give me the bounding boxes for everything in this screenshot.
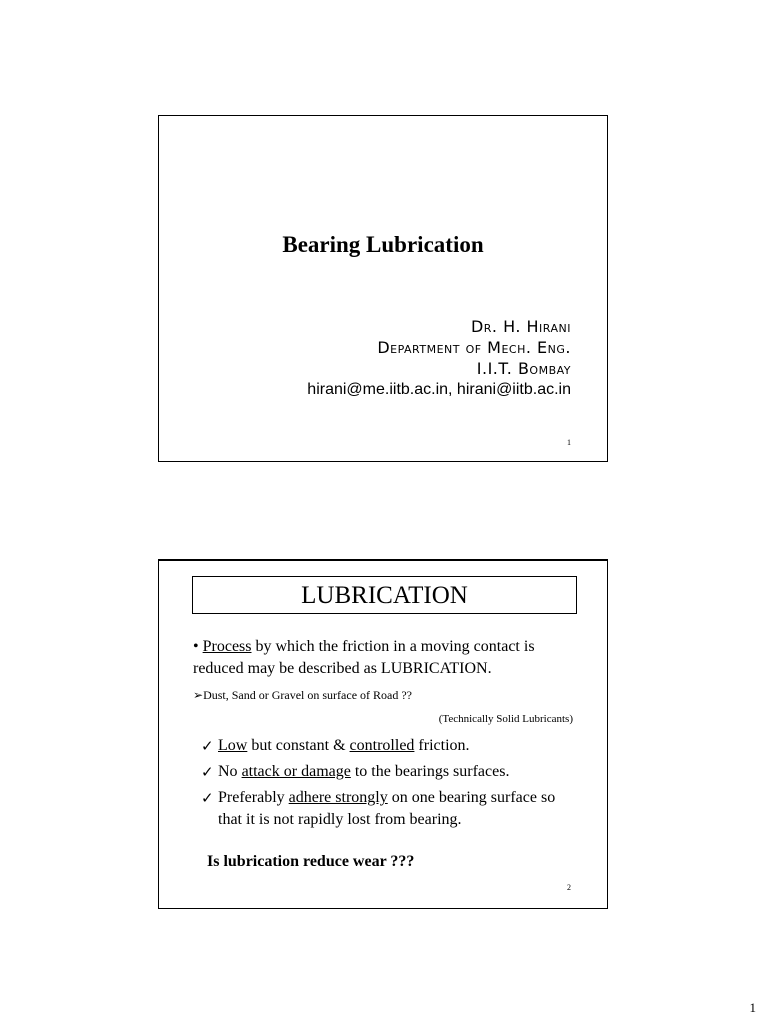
paragraph-text: by which the friction in a moving contact is reduced may be described as LUBRICATION. — [193, 638, 535, 677]
slide-1-title: Bearing Lubrication — [282, 232, 484, 257]
list-item — [201, 787, 581, 831]
slide-2-title: LUBRICATION — [192, 576, 577, 614]
arrow-bullet-icon: ➢ — [193, 688, 204, 702]
bullet: • — [193, 638, 203, 655]
slide-2 — [158, 559, 608, 909]
department: Department of Mech. Eng. — [377, 338, 571, 357]
text: friction. — [414, 737, 470, 754]
text: to the bearings surfaces. — [350, 763, 510, 780]
question: Is lubrication reduce wear ??? — [207, 853, 415, 870]
text: No — [218, 763, 242, 780]
institute: I.I.T. Bombay — [476, 359, 571, 378]
checkmark-icon: ✓ — [201, 789, 214, 807]
note: (Technically Solid Lubricants) — [438, 713, 573, 725]
underlined-text: adhere strongly — [288, 789, 388, 806]
text: but constant & — [247, 737, 350, 754]
check-list — [201, 735, 581, 835]
checkmark-icon: ✓ — [201, 763, 214, 781]
underlined-text: attack or damage — [241, 763, 351, 780]
slide-2-page-number: 2 — [567, 883, 571, 892]
author-emails: hirani@me.iitb.ac.in, hirani@iitb.ac.in — [307, 381, 571, 398]
underlined-term: Process — [202, 638, 252, 655]
list-item — [201, 761, 581, 783]
text: on one bearing surface so that it is not rapidly lost from bearing. — [218, 789, 556, 828]
sheet-page-number: 1 — [749, 1000, 756, 1015]
sub-point-text: Dust, Sand or Gravel on surface of Road ?? — [203, 688, 412, 702]
author-name: Dr. H. Hirani — [470, 317, 571, 336]
list-item — [201, 735, 581, 757]
checkmark-icon: ✓ — [201, 737, 214, 755]
author-block — [307, 316, 571, 400]
text: Preferably — [218, 789, 289, 806]
underlined-text: Low — [218, 737, 248, 754]
slide-1-page-number: 1 — [567, 438, 571, 447]
underlined-text: controlled — [349, 737, 415, 754]
definition-paragraph — [193, 636, 583, 680]
sub-point — [193, 688, 412, 703]
slide-1 — [158, 115, 608, 462]
